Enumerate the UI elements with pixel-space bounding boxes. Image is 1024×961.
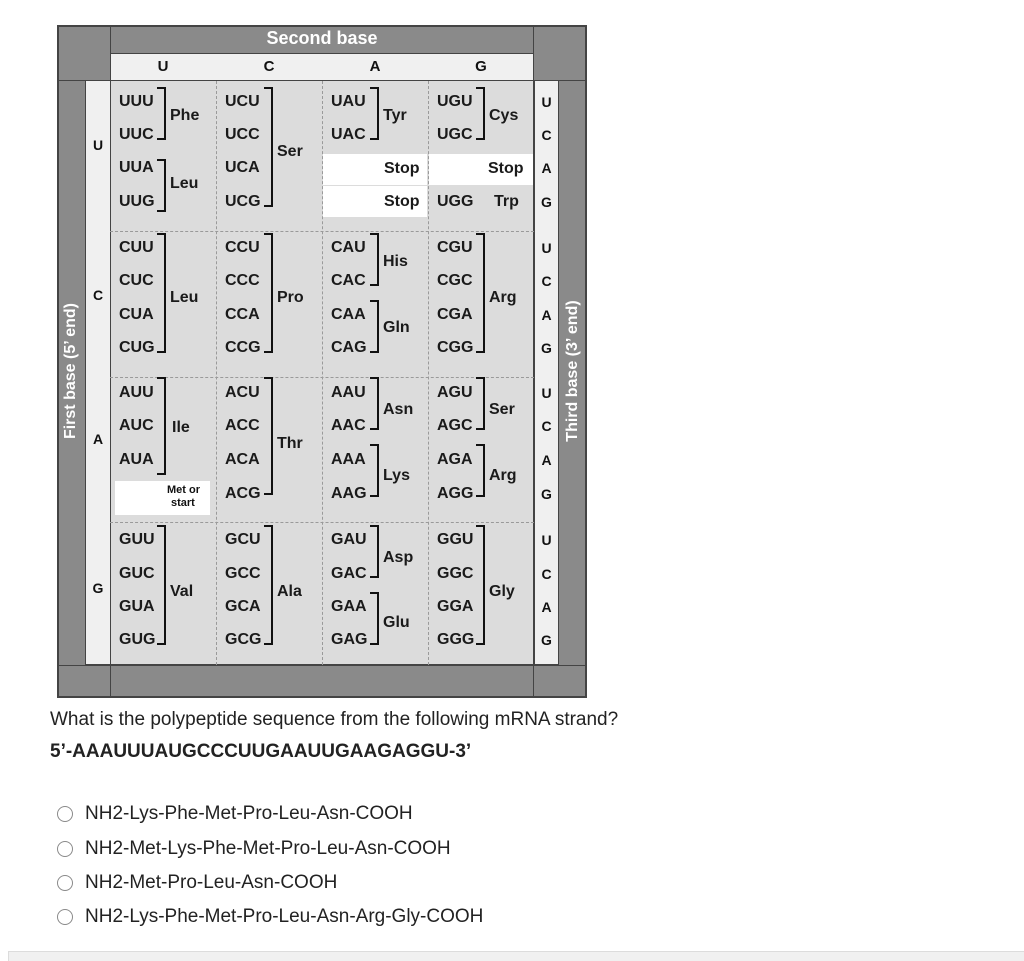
codon-ucu: UCU (225, 93, 260, 110)
codon-guu: GUU (119, 531, 155, 548)
aa-asn: Asn (383, 401, 414, 418)
codon-agg: AGG (437, 485, 474, 502)
codon-aau: AAU (331, 384, 366, 401)
third-base-a: A (541, 452, 552, 468)
codon-cga: CGA (437, 306, 473, 323)
codon-gaa: GAA (331, 598, 367, 615)
aa-asp: Asp (383, 549, 414, 566)
answer-option-1[interactable] (57, 803, 413, 825)
codon-cgu: CGU (437, 239, 473, 256)
third-base-a: A (541, 307, 552, 323)
codon-ucg: UCG (225, 193, 261, 210)
radio-button-3[interactable] (57, 875, 73, 891)
first-base-a: A (92, 431, 104, 447)
codon-aac: AAC (331, 417, 366, 434)
codon-caa: CAA (331, 306, 366, 323)
codon-aag: AAG (331, 485, 367, 502)
aa-ser-2: Ser (489, 401, 515, 418)
third-base-c: C (541, 566, 552, 582)
mrna-sequence: 5’-AAAUUUAUGCCCUUGAAUUGAAGAGGU-3’ (50, 741, 472, 762)
bottom-divider (8, 951, 1024, 961)
aa-arg-2: Arg (489, 467, 517, 484)
codon-gcu: GCU (225, 531, 261, 548)
codon-guc: GUC (119, 565, 155, 582)
aa-arg: Arg (489, 289, 517, 306)
codon-ggc: GGC (437, 565, 474, 582)
third-base-u: U (541, 385, 552, 401)
codon-cuc: CUC (119, 272, 154, 289)
codon-ccu: CCU (225, 239, 260, 256)
answer-option-4[interactable] (57, 906, 483, 928)
aa-leu-2: Leu (170, 289, 199, 306)
radio-button-1[interactable] (57, 806, 73, 822)
codon-cau: CAU (331, 239, 366, 256)
radio-button-2[interactable] (57, 841, 73, 857)
codon-uuc: UUC (119, 126, 154, 143)
first-base-u: U (92, 137, 104, 153)
codon-gca: GCA (225, 598, 261, 615)
aa-glu: Glu (383, 614, 410, 631)
codon-aaa: AAA (331, 451, 366, 468)
aa-met-start-bottom: start (171, 497, 195, 509)
third-base-label: Third base (3’ end) (564, 300, 581, 442)
codon-ccg: CCG (225, 339, 261, 356)
third-base-g: G (541, 194, 552, 210)
aa-met-start-top: Met or (167, 484, 200, 496)
first-base-g: G (92, 580, 104, 596)
codon-uuu: UUU (119, 93, 154, 110)
codon-ccc: CCC (225, 272, 260, 289)
codon-cgg: CGG (437, 339, 474, 356)
answer-option-3-label[interactable]: NH2-Met-Pro-Leu-Asn-COOH (85, 872, 338, 893)
codon-uau: UAU (331, 93, 366, 110)
codon-aca: ACA (225, 451, 260, 468)
codon-cag: CAG (331, 339, 367, 356)
codon-cac: CAC (331, 272, 366, 289)
third-base-g: G (541, 632, 552, 648)
answer-option-1-label[interactable]: NH2-Lys-Phe-Met-Pro-Leu-Asn-COOH (85, 803, 413, 824)
third-base-u: U (541, 532, 552, 548)
codon-ugc: UGC (437, 126, 473, 143)
aa-ile: Ile (172, 419, 190, 436)
codon-ggu: GGU (437, 531, 474, 548)
codon-auu: AUU (119, 384, 154, 401)
codon-acc: ACC (225, 417, 260, 434)
codon-acg: ACG (225, 485, 261, 502)
aa-ala: Ala (277, 583, 302, 600)
second-base-g: G (475, 58, 487, 75)
codon-ugu: UGU (437, 93, 473, 110)
codon-cua: CUA (119, 306, 154, 323)
codon-ggg: GGG (437, 631, 475, 648)
codon-acu: ACU (225, 384, 260, 401)
aa-thr: Thr (277, 435, 303, 452)
aa-gly: Gly (489, 583, 515, 600)
question-text: What is the polypeptide sequence from the following mRNA strand? (50, 709, 619, 730)
second-base-a: A (369, 58, 381, 75)
codon-gau: GAU (331, 531, 367, 548)
aa-lys: Lys (383, 467, 410, 484)
aa-tyr: Tyr (383, 107, 407, 124)
first-base-label: First base (5’ end) (62, 302, 79, 440)
codon-gcg: GCG (225, 631, 262, 648)
aa-his: His (383, 253, 408, 270)
third-base-c: C (541, 273, 552, 289)
codon-ucc: UCC (225, 126, 260, 143)
aa-gln: Gln (383, 319, 410, 336)
codon-gcc: GCC (225, 565, 261, 582)
first-base-c: C (92, 287, 104, 303)
answer-option-2-label[interactable]: NH2-Met-Lys-Phe-Met-Pro-Leu-Asn-COOH (85, 838, 451, 859)
codon-cuu: CUU (119, 239, 154, 256)
codon-gua: GUA (119, 598, 155, 615)
aa-pro: Pro (277, 289, 304, 306)
codon-uug: UUG (119, 193, 155, 210)
codon-uac: UAC (331, 126, 366, 143)
third-base-u: U (541, 240, 552, 256)
codon-agc: AGC (437, 417, 473, 434)
aa-stop-uag: Stop (384, 193, 420, 210)
codon-aga: AGA (437, 451, 473, 468)
codon-cgc: CGC (437, 272, 473, 289)
third-base-a: A (541, 599, 552, 615)
second-base-c: C (263, 58, 275, 75)
third-base-c: C (541, 127, 552, 143)
aa-trp: Trp (494, 193, 519, 210)
aa-cys: Cys (489, 107, 519, 124)
codon-agu: AGU (437, 384, 473, 401)
answer-option-3[interactable] (57, 872, 337, 894)
second-base-u: U (157, 58, 169, 75)
aa-phe: Phe (170, 107, 200, 124)
aa-ser: Ser (277, 143, 303, 160)
codon-gga: GGA (437, 598, 474, 615)
aa-val: Val (170, 583, 194, 600)
aa-stop-uga: Stop (488, 160, 524, 177)
codon-uca: UCA (225, 159, 260, 176)
third-base-u: U (541, 94, 552, 110)
radio-button-4[interactable] (57, 909, 73, 925)
codon-gug: GUG (119, 631, 156, 648)
answer-option-4-label[interactable]: NH2-Lys-Phe-Met-Pro-Leu-Asn-Arg-Gly-COOH (85, 906, 484, 927)
third-base-a: A (541, 160, 552, 176)
codon-cca: CCA (225, 306, 260, 323)
codon-gag: GAG (331, 631, 368, 648)
codon-cug: CUG (119, 339, 155, 356)
codon-gac: GAC (331, 565, 367, 582)
third-base-g: G (541, 486, 552, 502)
second-base-label: Second base (266, 28, 378, 48)
codon-auc: AUC (119, 417, 154, 434)
aa-stop-uaa: Stop (384, 160, 420, 177)
third-base-g: G (541, 340, 552, 356)
third-base-c: C (541, 418, 552, 434)
codon-uua: UUA (119, 159, 154, 176)
aa-leu: Leu (170, 175, 199, 192)
codon-table (57, 25, 587, 698)
codon-aua: AUA (119, 451, 154, 468)
codon-ugg: UGG (437, 193, 474, 210)
answer-option-2[interactable] (57, 838, 451, 860)
